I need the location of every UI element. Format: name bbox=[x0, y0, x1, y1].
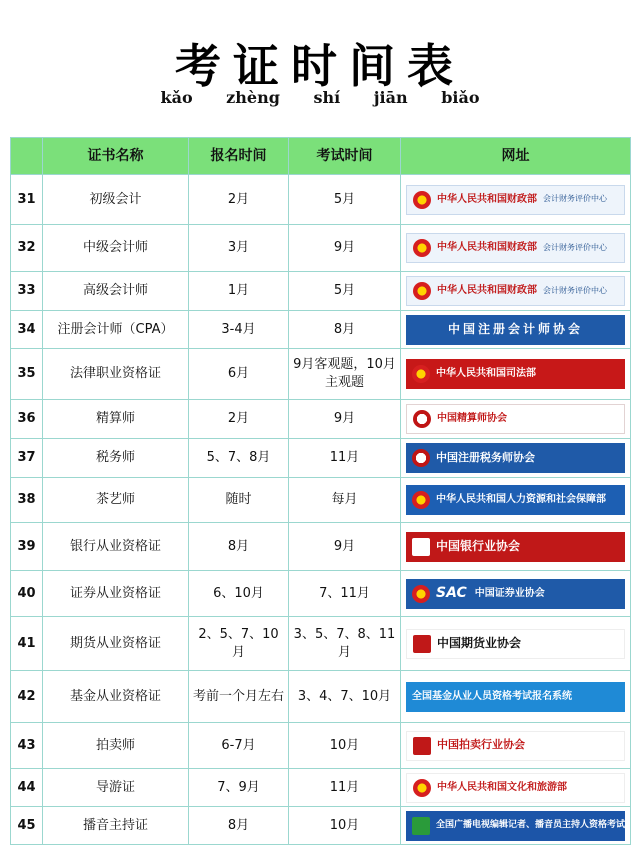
logo-subtext: 会计财务评价中心 bbox=[543, 242, 607, 252]
website-cell bbox=[401, 769, 631, 807]
row-number: 39 bbox=[11, 523, 43, 571]
logo-text: 中国证券业协会 bbox=[474, 587, 545, 599]
website-cell bbox=[401, 439, 631, 478]
logo-text: 中国拍卖行业协会 bbox=[437, 738, 525, 752]
registration-time: 1月 bbox=[189, 272, 289, 311]
website-cell bbox=[401, 617, 631, 671]
table-row bbox=[11, 671, 631, 723]
page-title-pinyin: kǎo zhèng shí jiān biǎo bbox=[160, 88, 480, 107]
website-cell bbox=[401, 671, 631, 723]
website-logo-link[interactable] bbox=[406, 811, 625, 841]
certificate-name: 注册会计师（CPA） bbox=[43, 311, 189, 349]
logo-text: 中华人民共和国文化和旅游部 bbox=[437, 781, 567, 793]
exam-time: 9月 bbox=[289, 400, 401, 439]
registration-time: 2月 bbox=[189, 175, 289, 225]
website-cell bbox=[401, 272, 631, 311]
website-logo-link[interactable] bbox=[406, 404, 625, 434]
row-number: 44 bbox=[11, 769, 43, 807]
registration-time: 6、10月 bbox=[189, 571, 289, 617]
row-number: 41 bbox=[11, 617, 43, 671]
logo-text: 中华人民共和国人力资源和社会保障部 bbox=[436, 494, 606, 506]
certificate-name: 银行从业资格证 bbox=[43, 523, 189, 571]
certificate-name: 中级会计师 bbox=[43, 225, 189, 272]
website-logo-link[interactable] bbox=[406, 276, 625, 306]
header-index bbox=[11, 138, 43, 175]
website-logo-link[interactable] bbox=[406, 773, 625, 803]
registration-time: 考前一个月左右 bbox=[189, 671, 289, 723]
table-row bbox=[11, 225, 631, 272]
exam-schedule-table bbox=[10, 137, 631, 845]
row-number: 36 bbox=[11, 400, 43, 439]
website-logo-link[interactable] bbox=[406, 629, 625, 659]
logo-text: 全国基金从业人员资格考试报名系统 bbox=[412, 690, 572, 702]
registration-time: 3-4月 bbox=[189, 311, 289, 349]
website-cell bbox=[401, 478, 631, 523]
table-row bbox=[11, 571, 631, 617]
logo-text: 中国期货业协会 bbox=[437, 636, 522, 651]
caoa-logo-icon bbox=[413, 737, 431, 755]
website-cell bbox=[401, 807, 631, 845]
cba-logo-icon bbox=[412, 538, 430, 556]
logo-text: 中华人民共和国财政部 bbox=[437, 193, 537, 205]
website-logo-link[interactable] bbox=[406, 233, 625, 263]
website-cell bbox=[401, 400, 631, 439]
certificate-name: 拍卖师 bbox=[43, 723, 189, 769]
exam-time: 5月 bbox=[289, 272, 401, 311]
website-cell bbox=[401, 571, 631, 617]
table-row bbox=[11, 439, 631, 478]
exam-time: 3、4、7、10月 bbox=[289, 671, 401, 723]
website-logo-link[interactable] bbox=[406, 485, 625, 515]
logo-text: 全国广播电视编辑记者、播音员主持人资格考试 bbox=[436, 820, 625, 831]
website-logo-link[interactable] bbox=[406, 443, 625, 473]
website-cell bbox=[401, 723, 631, 769]
ctax-emblem-icon bbox=[412, 449, 430, 467]
website-cell bbox=[401, 175, 631, 225]
website-logo-link[interactable] bbox=[406, 579, 625, 609]
website-cell bbox=[401, 523, 631, 571]
header-website: 网址 bbox=[401, 138, 631, 175]
table-row bbox=[11, 617, 631, 671]
moj-emblem-icon bbox=[412, 365, 430, 383]
certificate-name: 高级会计师 bbox=[43, 272, 189, 311]
logo-text: 中华人民共和国财政部 bbox=[437, 242, 537, 254]
logo-mark: SAC bbox=[436, 585, 467, 602]
row-number: 35 bbox=[11, 349, 43, 400]
header-exam-time: 考试时间 bbox=[289, 138, 401, 175]
certificate-name: 导游证 bbox=[43, 769, 189, 807]
table-row bbox=[11, 311, 631, 349]
mof-emblem-icon bbox=[413, 239, 431, 257]
registration-time: 8月 bbox=[189, 523, 289, 571]
mohrss-emblem-icon bbox=[412, 491, 430, 509]
page-title: 考证时间表 bbox=[175, 39, 465, 93]
website-logo-link[interactable] bbox=[406, 682, 625, 712]
website-logo-link[interactable] bbox=[406, 359, 625, 389]
table-row bbox=[11, 807, 631, 845]
website-logo-link[interactable] bbox=[406, 532, 625, 562]
cfa-logo-icon bbox=[413, 635, 431, 653]
website-logo-link[interactable] bbox=[406, 315, 625, 345]
certificate-name: 法律职业资格证 bbox=[43, 349, 189, 400]
table-row bbox=[11, 723, 631, 769]
registration-time: 2、5、7、10月 bbox=[189, 617, 289, 671]
table-row bbox=[11, 349, 631, 400]
exam-time: 11月 bbox=[289, 439, 401, 478]
exam-time: 5月 bbox=[289, 175, 401, 225]
logo-text: 中国注册税务师协会 bbox=[436, 450, 535, 464]
certificate-name: 初级会计 bbox=[43, 175, 189, 225]
logo-text: 中国银行业协会 bbox=[436, 539, 521, 554]
mct-emblem-icon bbox=[413, 779, 431, 797]
logo-subtext: 会计财务评价中心 bbox=[543, 285, 607, 295]
logo-text: 中国注册会计师协会 bbox=[447, 322, 583, 337]
row-number: 37 bbox=[11, 439, 43, 478]
sac-logo-icon bbox=[412, 585, 430, 603]
row-number: 43 bbox=[11, 723, 43, 769]
exam-time: 9月 bbox=[289, 523, 401, 571]
row-number: 33 bbox=[11, 272, 43, 311]
registration-time: 6月 bbox=[189, 349, 289, 400]
mof-emblem-icon bbox=[413, 282, 431, 300]
exam-time: 9月客观题，10月主观题 bbox=[289, 349, 401, 400]
certificate-name: 期货从业资格证 bbox=[43, 617, 189, 671]
registration-time: 随时 bbox=[189, 478, 289, 523]
registration-time: 3月 bbox=[189, 225, 289, 272]
website-logo-link[interactable] bbox=[406, 731, 625, 761]
header-registration-time: 报名时间 bbox=[189, 138, 289, 175]
certificate-name: 证券从业资格证 bbox=[43, 571, 189, 617]
nrta-logo-icon bbox=[412, 817, 430, 835]
exam-time: 9月 bbox=[289, 225, 401, 272]
table-row bbox=[11, 769, 631, 807]
certificate-name: 播音主持证 bbox=[43, 807, 189, 845]
table-row bbox=[11, 478, 631, 523]
exam-time: 每月 bbox=[289, 478, 401, 523]
exam-time: 10月 bbox=[289, 723, 401, 769]
table-row bbox=[11, 523, 631, 571]
row-number: 38 bbox=[11, 478, 43, 523]
row-number: 45 bbox=[11, 807, 43, 845]
table-header-row bbox=[11, 138, 631, 175]
table-row bbox=[11, 175, 631, 225]
registration-time: 5、7、8月 bbox=[189, 439, 289, 478]
website-logo-link[interactable] bbox=[406, 185, 625, 215]
website-cell bbox=[401, 349, 631, 400]
mof-emblem-icon bbox=[413, 191, 431, 209]
certificate-name: 精算师 bbox=[43, 400, 189, 439]
row-number: 32 bbox=[11, 225, 43, 272]
logo-subtext: 会计财务评价中心 bbox=[543, 194, 607, 204]
row-number: 34 bbox=[11, 311, 43, 349]
certificate-name: 茶艺师 bbox=[43, 478, 189, 523]
header-certificate-name: 证书名称 bbox=[43, 138, 189, 175]
registration-time: 7、9月 bbox=[189, 769, 289, 807]
logo-text: 中国精算师协会 bbox=[437, 413, 507, 425]
website-cell bbox=[401, 225, 631, 272]
registration-time: 6-7月 bbox=[189, 723, 289, 769]
table-row bbox=[11, 400, 631, 439]
row-number: 40 bbox=[11, 571, 43, 617]
certificate-name: 税务师 bbox=[43, 439, 189, 478]
exam-time: 3、5、7、8、11月 bbox=[289, 617, 401, 671]
logo-text: 中华人民共和国司法部 bbox=[436, 368, 536, 380]
certificate-name: 基金从业资格证 bbox=[43, 671, 189, 723]
table-row bbox=[11, 272, 631, 311]
registration-time: 2月 bbox=[189, 400, 289, 439]
registration-time: 8月 bbox=[189, 807, 289, 845]
website-cell bbox=[401, 311, 631, 349]
exam-time: 8月 bbox=[289, 311, 401, 349]
exam-time: 7、11月 bbox=[289, 571, 401, 617]
caa-emblem-icon bbox=[413, 410, 431, 428]
logo-text: 中华人民共和国财政部 bbox=[437, 285, 537, 297]
row-number: 31 bbox=[11, 175, 43, 225]
row-number: 42 bbox=[11, 671, 43, 723]
exam-time: 11月 bbox=[289, 769, 401, 807]
exam-time: 10月 bbox=[289, 807, 401, 845]
